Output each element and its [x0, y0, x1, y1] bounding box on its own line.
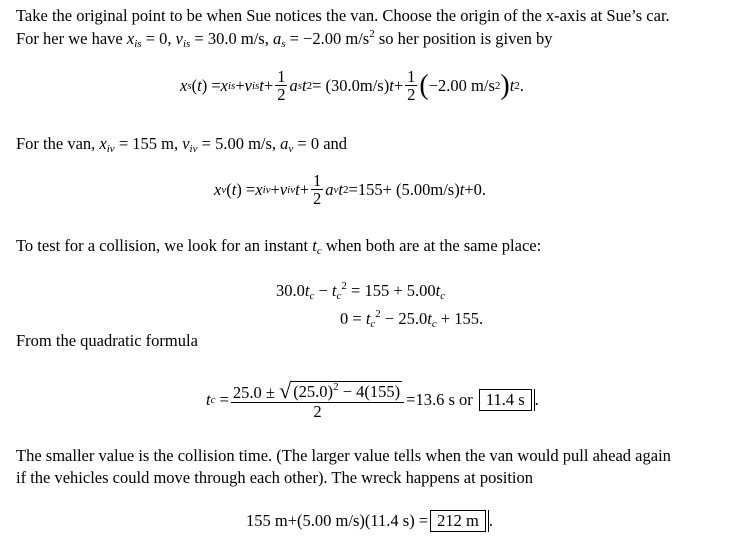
answer-time-box: 11.4 s: [479, 389, 535, 411]
sue-position-equation: x s ( t ) = x is + v is t + $\frac{1}{2}$ a s t 2 = ( 30.0 m/s ) t + $\frac{1}{2}$ ( −2.00 m/s 2 ) t 2 .: [180, 67, 524, 105]
intro-line-2: For her we have $x_{is} = 0$, $v_{is} = 30.0$ m/s, $a_s = -2.00$ $m/s^2$ so her position is given by: [16, 28, 553, 50]
van-position-equation: x v ( t ) = x iv + v iv t + $\frac{1}{2}$ a v t 2 = 155 + ( 5.00 m/s ) t + 0 .: [214, 171, 487, 209]
fraction-half: $\frac{1}{2}$: [313, 171, 322, 209]
wreck-position-equation: 155 m + (5.00 m/s ) (11.4 s ) = 212 m .: [246, 510, 493, 532]
collision-equation-2: $0 = t_c^2 - 25.0t_c + 155$.: [340, 308, 484, 330]
fraction-half: $\frac{1}{2}$: [277, 67, 286, 105]
intro-line-1: Take the original point to be when Sue notices the van. Choose the origin of the x-axis at Sue’s car.: [16, 6, 670, 25]
quadratic-text: From the quadratic formula: [16, 331, 198, 350]
fraction-half: $\frac{1}{2}$: [407, 67, 416, 105]
van-line: For the van, $x_{iv} = 155$ m, $v_{iv} = 5.00$ m/s, $a_v = 0$ and: [16, 134, 348, 155]
explanation-line-2: if the vehicles could move through each other). The wreck happens at position: [16, 468, 533, 487]
collision-equation-1: $30.0t_c - t_c^2 = 155 + 5.00t_c$: [276, 280, 446, 302]
quadratic-formula: t c = 25.0 ± √ $(25.0)^2 - 4(155)$ 2 = 13.6 s or 11.4 s .: [206, 378, 539, 421]
explanation-line-1: The smaller value is the collision time. (The larger value tells when the van would pull ahead again: [16, 446, 671, 465]
collision-text: To test for a collision, we look for an instant $t_c$ when both are at the same place:: [16, 236, 542, 257]
answer-position-box: 212 m: [430, 510, 489, 532]
square-root: √ $(25.0)^2 - 4(155)$: [279, 378, 401, 403]
quadratic-fraction: 25.0 ± √ $(25.0)^2 - 4(155)$ 2: [231, 380, 404, 420]
